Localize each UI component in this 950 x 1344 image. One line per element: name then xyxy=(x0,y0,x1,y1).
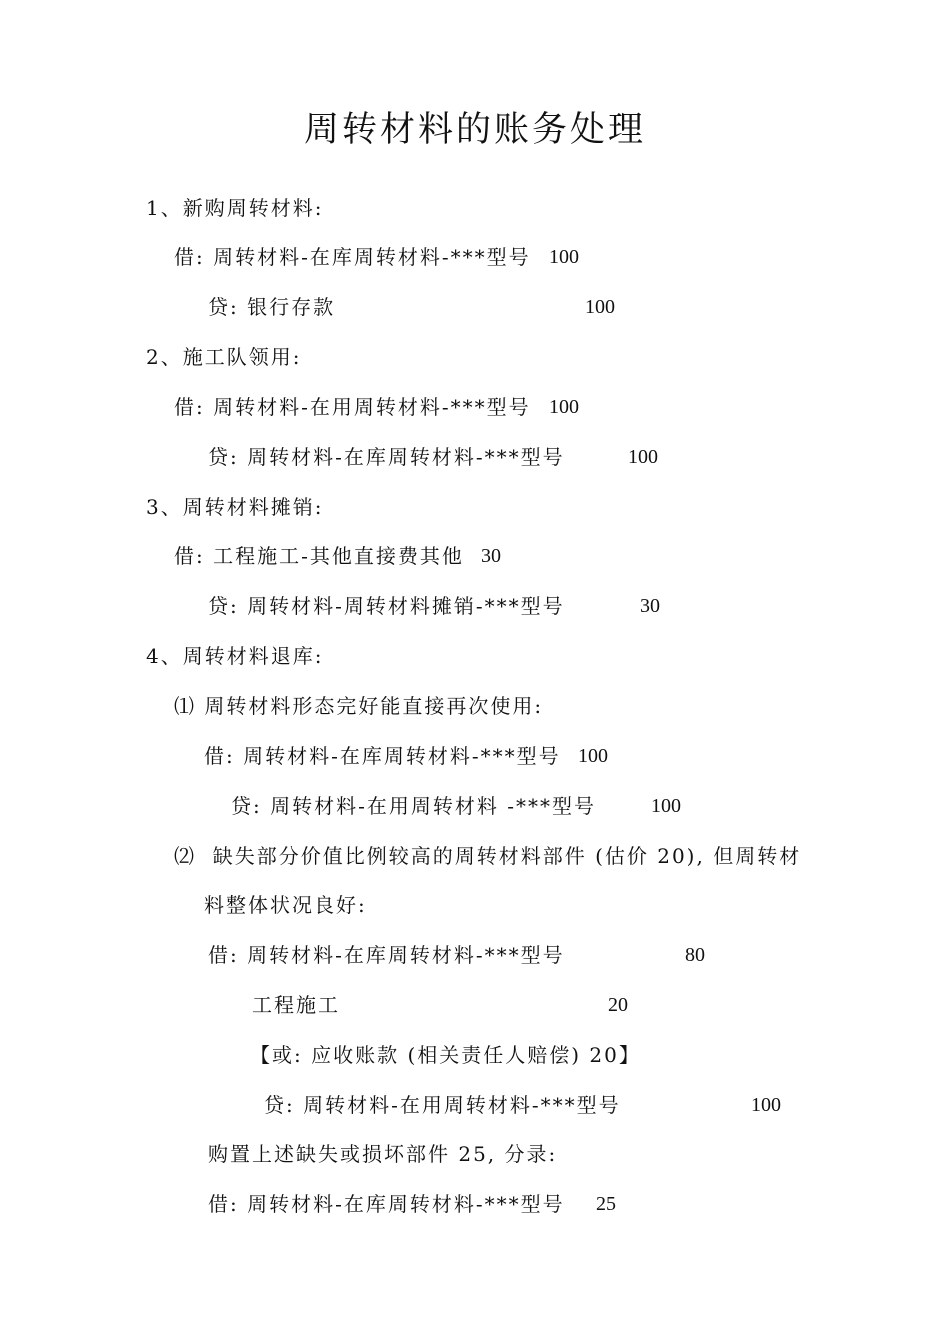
section-3-heading: 3、周转材料摊销: xyxy=(146,495,324,519)
entry-amount: 30 xyxy=(640,595,660,617)
entry-amount: 100 xyxy=(585,296,615,318)
entry-amount: 100 xyxy=(549,246,579,268)
entry-credit-line: 贷: 周转材料-周转材料摊销-***型号 xyxy=(208,594,565,618)
entry-amount: 80 xyxy=(685,944,705,966)
entry-credit-line: 贷: 周转材料-在用周转材料-***型号 xyxy=(264,1093,621,1117)
document-title: 周转材料的账务处理 xyxy=(303,110,646,150)
entry-debit-line: 借: 周转材料-在库周转材料-***型号 xyxy=(208,943,565,967)
entry-amount: 100 xyxy=(751,1094,781,1116)
entry-note-line: 【或: 应收账款 (相关责任人赔偿) 20】 xyxy=(250,1043,641,1067)
subsection-2-heading-cont: 料整体状况良好: xyxy=(204,893,367,917)
purchase-note-line: 购置上述缺失或损坏部件 25, 分录: xyxy=(208,1142,558,1166)
section-4-heading: 4、周转材料退库: xyxy=(146,644,324,668)
entry-debit-line: 工程施工 xyxy=(252,993,340,1017)
section-1-heading: 1、新购周转材料: xyxy=(146,196,324,220)
entry-credit-line: 贷: 银行存款 xyxy=(208,295,336,319)
entry-amount: 100 xyxy=(628,446,658,468)
entry-debit-line: 借: 周转材料-在库周转材料-***型号 xyxy=(208,1192,565,1216)
entry-credit-line: 贷: 周转材料-在库周转材料-***型号 xyxy=(208,445,565,469)
section-2-heading: 2、施工队领用: xyxy=(146,345,302,369)
entry-amount: 100 xyxy=(578,745,608,767)
entry-amount: 100 xyxy=(549,396,579,418)
entry-debit-line: 借: 周转材料-在库周转材料-***型号 xyxy=(174,245,531,269)
subsection-2-heading: ⑵ 缺失部分价值比例较高的周转材料部件 (估价 20), 但周转材 xyxy=(174,844,802,868)
entry-debit-line: 借: 周转材料-在用周转材料-***型号 xyxy=(174,395,531,419)
entry-credit-line: 贷: 周转材料-在用周转材料 -***型号 xyxy=(231,794,596,818)
entry-debit-line: 借: 工程施工-其他直接费其他 xyxy=(174,544,464,568)
subsection-1-heading: ⑴ 周转材料形态完好能直接再次使用: xyxy=(174,694,544,718)
entry-amount: 25 xyxy=(596,1193,616,1215)
entry-amount: 20 xyxy=(608,994,628,1016)
entry-debit-line: 借: 周转材料-在库周转材料-***型号 xyxy=(204,744,561,768)
entry-amount: 100 xyxy=(651,795,681,817)
entry-amount: 30 xyxy=(481,545,501,567)
